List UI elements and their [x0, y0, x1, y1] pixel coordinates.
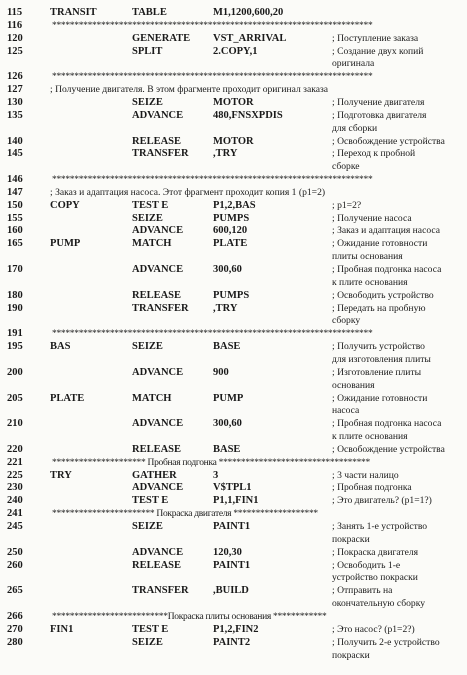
line-number: 190 [7, 302, 23, 314]
section-comment: ; Получение двигателя. В этом фрагменте проходит оригинал заказа [50, 84, 329, 96]
listing-line [0, 521, 467, 533]
line-comment: ; Переход к пробной [332, 148, 416, 160]
listing-line [0, 547, 467, 559]
block-label: COPY [50, 199, 80, 211]
listing-line [0, 495, 467, 507]
line-comment: ; Получение двигателя [332, 96, 425, 108]
block-operator: GATHER [132, 469, 177, 481]
line-comment: покраски [332, 533, 370, 545]
listing-line [0, 71, 467, 83]
block-label: PLATE [50, 392, 85, 404]
block-operator: RELEASE [132, 289, 182, 301]
block-operands: ,BUILD [213, 585, 249, 597]
line-comment: ; Получить устройство [332, 341, 425, 353]
line-number: 225 [7, 469, 23, 481]
block-operands: PAINT1 [213, 559, 251, 571]
block-operands: PUMP [213, 392, 244, 404]
line-comment: ; Создание двух копий [332, 45, 424, 57]
line-comment: ; Поступление заказа [332, 32, 419, 44]
block-operator: RELEASE [132, 135, 182, 147]
listing-line [0, 187, 467, 199]
line-number: 180 [7, 289, 23, 301]
line-comment: ; Ожидание готовности [332, 392, 428, 404]
listing-line [0, 470, 467, 482]
listing-line [0, 405, 467, 417]
listing-line [0, 277, 467, 289]
block-operands: BASE [213, 341, 241, 353]
section-comment: ; Заказ и адаптация насоса. Этот фрагмент проходит копия 1 (p1=2) [50, 186, 326, 198]
block-label: FIN1 [50, 623, 74, 635]
line-comment: ; Покраска двигателя [332, 546, 419, 558]
block-operator: ADVANCE [132, 366, 184, 378]
block-operator: RELEASE [132, 559, 182, 571]
block-operator: ADVANCE [132, 418, 184, 430]
listing-line [0, 225, 467, 237]
line-number: 140 [7, 135, 23, 147]
listing-line [0, 482, 467, 494]
block-operator: TRANSFER [132, 148, 189, 160]
block-operator: SEIZE [132, 212, 163, 224]
block-operands: BASE [213, 443, 241, 455]
line-comment: ; Отправить на [332, 585, 393, 597]
block-operands: 3 [213, 469, 219, 481]
listing-line [0, 161, 467, 173]
listing-line [0, 534, 467, 546]
line-comment: ; Освободить устройство [332, 289, 434, 301]
block-operands: 300,60 [213, 418, 242, 430]
block-label: TRY [50, 469, 72, 481]
line-number: 116 [7, 19, 23, 31]
listing-line [0, 315, 467, 327]
listing-line [0, 33, 467, 45]
line-comment: ; Освобождение устройства [332, 443, 445, 455]
block-operands: M1,1200,600,20 [213, 7, 284, 18]
line-number: 270 [7, 623, 23, 635]
block-operator: TRANSFER [132, 585, 189, 597]
line-comment: ; 3 части налицо [332, 469, 399, 481]
listing-line [0, 97, 467, 109]
listing-line [0, 303, 467, 315]
line-comment: устройство покраски [332, 572, 418, 584]
line-number: 266 [7, 610, 23, 622]
listing-line [0, 58, 467, 70]
line-number: 265 [7, 585, 23, 597]
separator-line: ************************************************************************ [52, 175, 373, 186]
listing-line [0, 393, 467, 405]
separator-line: ********************* Пробная подгонка ********************************** [52, 457, 370, 468]
listing-line [0, 380, 467, 392]
listing-line [0, 341, 467, 353]
listing-line [0, 84, 467, 96]
block-operator: MATCH [132, 392, 172, 404]
line-comment: ; Освобождение устройства [332, 135, 445, 147]
line-comment: основания [332, 379, 375, 391]
line-comment: оригинала [332, 58, 375, 70]
line-comment: сборке [332, 161, 360, 173]
block-operator: ADVANCE [132, 264, 184, 275]
line-number: 220 [7, 443, 23, 455]
block-operands: 120,30 [213, 546, 242, 558]
line-number: 191 [7, 328, 23, 340]
line-comment: плиты основания [332, 251, 403, 263]
line-number: 150 [7, 199, 23, 211]
line-number: 125 [7, 45, 23, 57]
block-operator: TRANSFER [132, 302, 189, 314]
line-number: 221 [7, 456, 23, 468]
line-comment: ; Пробная подгонка насоса [332, 418, 442, 430]
line-comment: для изготовления плиты [332, 353, 431, 365]
listing-line [0, 213, 467, 225]
block-operands: PAINT2 [213, 636, 251, 648]
line-number: 120 [7, 32, 23, 44]
block-operands: ,TRY [213, 148, 238, 160]
block-operands: 900 [213, 366, 229, 378]
line-comment: ; Это двигатель? (p1=1?) [332, 495, 432, 507]
separator-line: *********************** Покраска двигателя ******************* [52, 509, 318, 520]
line-comment: ; Это насос? (p1=2?) [332, 623, 415, 635]
block-operator: ADVANCE [132, 546, 184, 558]
block-operands: 600,120 [213, 225, 248, 237]
line-comment: ; Заказ и адаптация насоса [332, 225, 440, 237]
listing-line [0, 624, 467, 636]
separator-line: ************************************************************************ [52, 20, 373, 31]
block-operands: PUMPS [213, 289, 250, 301]
line-number: 170 [7, 264, 23, 275]
block-operands: ,TRY [213, 302, 238, 314]
block-operands: 480,FNSXPDIS [213, 109, 283, 121]
listing-line [0, 136, 467, 148]
line-number: 145 [7, 148, 23, 160]
line-comment: насоса [332, 405, 360, 417]
block-operator: TABLE [132, 7, 167, 18]
line-number: 160 [7, 225, 23, 237]
block-operands: PAINT1 [213, 521, 251, 532]
separator-line: ************************************************************************ [52, 329, 373, 340]
line-comment: ; Получить 2-е устройство [332, 636, 440, 648]
line-number: 240 [7, 495, 23, 507]
listing-line [0, 367, 467, 379]
line-number: 200 [7, 366, 23, 378]
block-operands: P1,2,FIN2 [213, 623, 259, 635]
block-label: PUMP [50, 238, 81, 250]
listing-line [0, 200, 467, 212]
line-comment: для сборки [332, 122, 378, 134]
listing-line [0, 585, 467, 597]
line-comment: окончательную сборку [332, 598, 426, 610]
line-number: 205 [7, 392, 23, 404]
block-operator: TEST E [132, 495, 169, 507]
block-operator: MATCH [132, 238, 172, 250]
block-operator: RELEASE [132, 443, 182, 455]
line-comment: сборку [332, 315, 361, 327]
listing-line [0, 46, 467, 58]
block-operator: SEIZE [132, 521, 163, 532]
listing-line [0, 290, 467, 302]
line-comment: ; p1=2? [332, 199, 362, 211]
block-operands: VST_ARRIVAL [213, 32, 287, 44]
listing-line [0, 328, 467, 340]
line-comment: покраски [332, 649, 370, 661]
block-label: TRANSIT [50, 7, 97, 18]
block-operands: V$TPL1 [213, 482, 252, 494]
block-operator: TEST E [132, 623, 169, 635]
listing-line [0, 418, 467, 430]
listing-line [0, 508, 467, 520]
line-number: 115 [7, 7, 23, 18]
line-comment: ; Изготовление плиты [332, 366, 422, 378]
line-comment: к плите основания [332, 431, 408, 443]
block-operator: GENERATE [132, 32, 191, 44]
line-comment: ; Ожидание готовности [332, 238, 428, 250]
listing-line [0, 110, 467, 122]
line-number: 210 [7, 418, 23, 430]
listing-line [0, 457, 467, 469]
listing-line [0, 444, 467, 456]
line-number: 230 [7, 482, 23, 494]
block-operator: SEIZE [132, 96, 163, 108]
line-number: 241 [7, 508, 23, 520]
listing-line [0, 637, 467, 649]
block-operands: P1,2,BAS [213, 199, 256, 211]
line-number: 280 [7, 636, 23, 648]
line-comment: ; Подготовка двигателя [332, 109, 427, 121]
line-number: 250 [7, 546, 23, 558]
listing-line [0, 650, 467, 662]
listing-line [0, 611, 467, 623]
separator-line: ************************************************************************ [52, 72, 373, 83]
block-label: BAS [50, 341, 71, 353]
listing-line [0, 251, 467, 263]
listing-line [0, 354, 467, 366]
block-operands: PLATE [213, 238, 248, 250]
block-operator: ADVANCE [132, 482, 184, 494]
listing-line [0, 148, 467, 160]
block-operands: P1,1,FIN1 [213, 495, 259, 507]
line-number: 127 [7, 84, 23, 96]
block-operands: 300,60 [213, 264, 242, 275]
line-number: 245 [7, 521, 23, 532]
block-operator: TEST E [132, 199, 169, 211]
block-operator: ADVANCE [132, 225, 184, 237]
line-number: 260 [7, 559, 23, 571]
listing-line [0, 20, 467, 32]
listing-line [0, 238, 467, 250]
line-comment: ; Пробная подгонка насоса [332, 264, 442, 275]
listing-line [0, 572, 467, 584]
block-operands: 2.COPY,1 [213, 45, 258, 57]
listing-line [0, 123, 467, 135]
line-number: 146 [7, 174, 23, 186]
line-number: 130 [7, 96, 23, 108]
listing-line [0, 174, 467, 186]
line-comment: ; Передать на пробную [332, 302, 426, 314]
block-operands: PUMPS [213, 212, 250, 224]
line-number: 195 [7, 341, 23, 353]
block-operator: ADVANCE [132, 109, 184, 121]
block-operands: MOTOR [213, 135, 254, 147]
line-number: 155 [7, 212, 23, 224]
line-comment: ; Занять 1-е устройство [332, 521, 428, 532]
listing-line [0, 598, 467, 610]
line-number: 126 [7, 71, 23, 83]
separator-line: **************************Покраска плиты основания ************ [52, 611, 327, 622]
listing-line [0, 264, 467, 276]
line-number: 165 [7, 238, 23, 250]
listing-line [0, 431, 467, 443]
block-operands: MOTOR [213, 96, 254, 108]
line-comment: к плите основания [332, 276, 408, 288]
line-comment: ; Освободить 1-е [332, 559, 401, 571]
line-comment: ; Пробная подгонка [332, 482, 412, 494]
block-operator: SPLIT [132, 45, 163, 57]
block-operator: SEIZE [132, 636, 163, 648]
line-number: 135 [7, 109, 23, 121]
listing-line [0, 7, 467, 19]
line-comment: ; Получение насоса [332, 212, 412, 224]
line-number: 147 [7, 186, 23, 198]
block-operator: SEIZE [132, 341, 163, 353]
listing-line [0, 560, 467, 572]
